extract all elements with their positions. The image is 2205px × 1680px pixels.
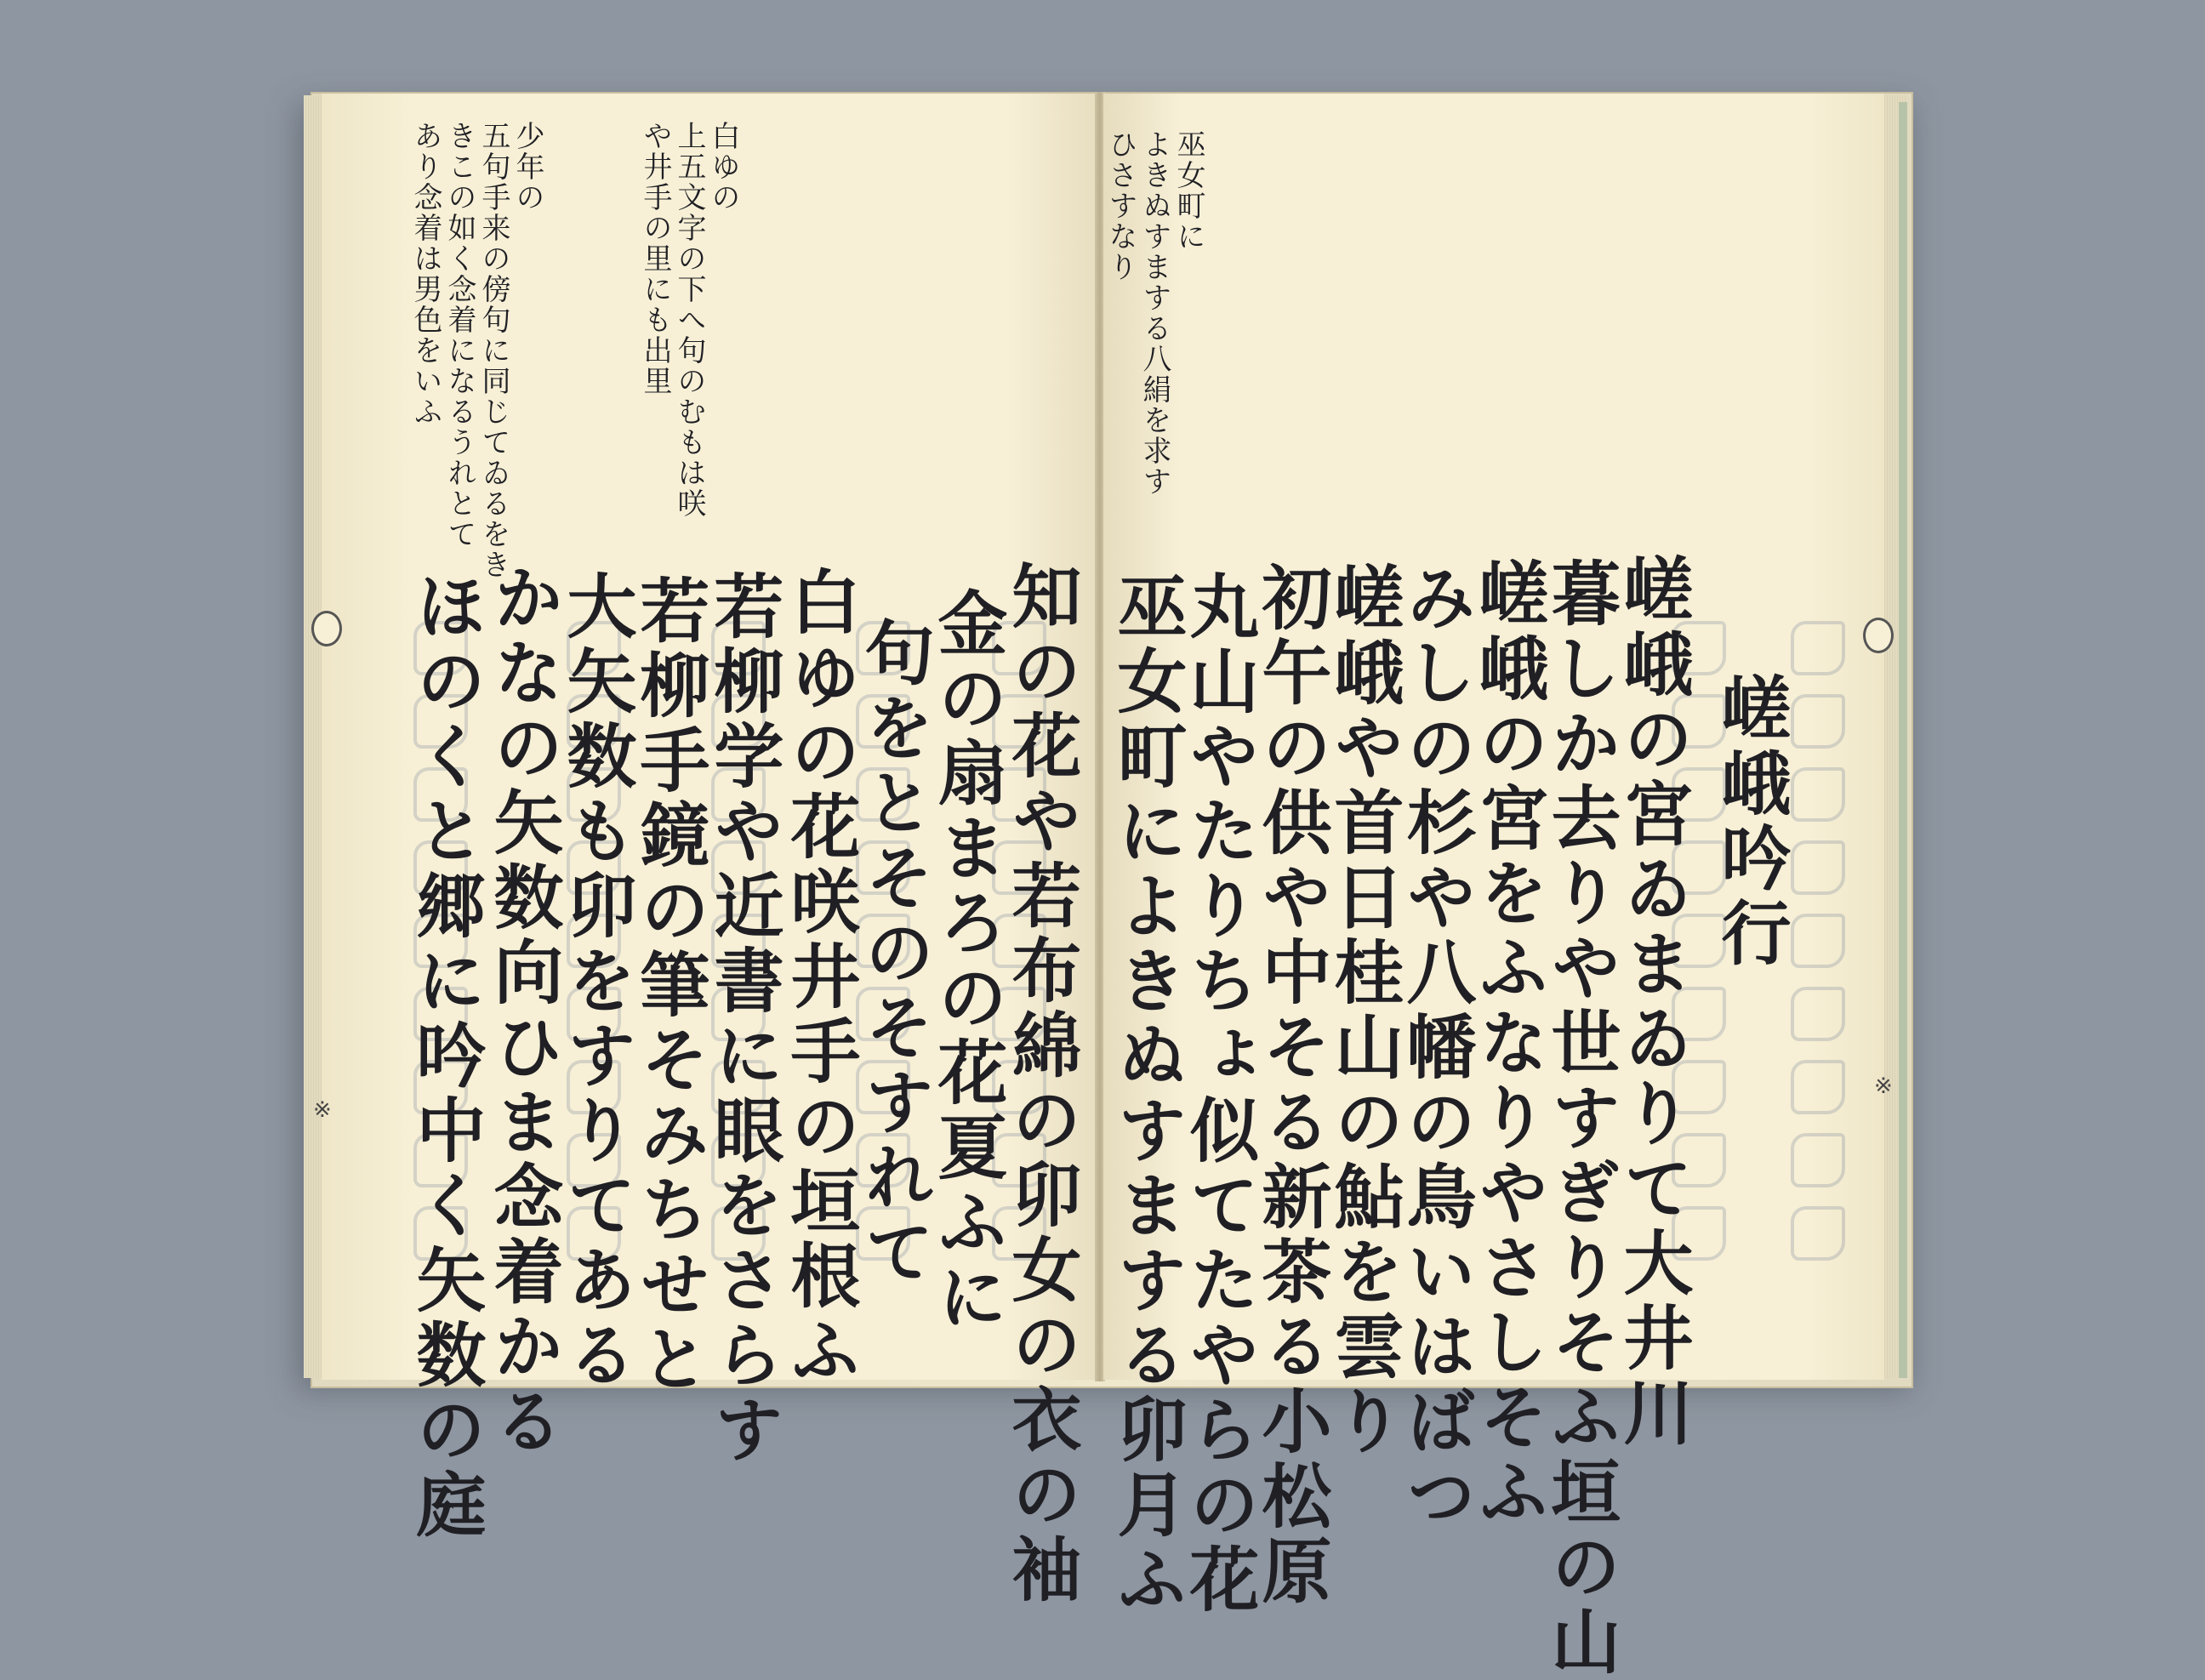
left-note: 五句手来の傍句に同じてゐるをき [476,121,510,580]
left-note: 白ゆの [706,121,740,213]
left-verse: 若柳手鏡の筆そみちせと [629,574,710,1398]
right-verse: 丸山やたりちょ似てたやらの花 [1178,570,1260,1618]
right-verse: 暮しか去りや世すぎりそふ垣の山 [1540,557,1621,1680]
left-verse: 知の花や若布綿の卯女の衣の袖 [1000,560,1082,1608]
left-note: 少年の [510,121,544,213]
binding-hole [311,611,342,646]
left-verse: かなの矢数向ひま念着かる [482,561,564,1460]
left-verse: 句をとそのそすれて [853,617,935,1290]
right-note: よきぬすまする八絹を求す [1137,129,1171,497]
right-verse: 嵯峨や首日桂山の鮎を雲り [1323,561,1404,1460]
page-mark-left: ※ [313,1097,332,1123]
left-verse: 大矢数も卯をすりてある [556,570,637,1393]
left-page [322,94,1100,1608]
right-note: ひさすなり [1103,129,1137,282]
right-page [1103,94,1884,1680]
right-verse: 嵯峨の宮をふなりやさしそふ [1467,557,1549,1530]
right-note: 巫女町に [1171,129,1205,252]
left-note: きこの如く念着になるうれとて [442,121,476,550]
left-note: や井手の里にも出里 [638,121,672,396]
cover-edge [1899,102,1907,1378]
right-verse: 初午の供や中そる新茶る小松原 [1251,561,1332,1609]
left-verse: 若柳学や近書に眼をさらす [703,570,784,1468]
right-verse: 巫女町によきぬすまする卯月ふ [1106,570,1188,1618]
left-note: あり念着は男色をいふ [408,121,442,427]
right-title: 嵯峨吟行 [1710,672,1792,971]
binding-hole [1863,618,1894,653]
left-verse: 金の扇まろの花夏ふに [926,587,1008,1335]
right-verse: 嵯峨の宮ゐまゐりて大井川 [1612,553,1694,1451]
left-verse: ほのくと郷に吟中く矢数の庭 [405,570,487,1543]
left-note: 上五文字の下へ句のむもは咲 [672,121,706,519]
right-verse: みしの杉や八幡の鳥いはばつ [1395,561,1477,1535]
left-verse: 白ゆの花咲井手の垣根ふ [779,566,861,1389]
page-mark-right: ※ [1874,1073,1893,1099]
